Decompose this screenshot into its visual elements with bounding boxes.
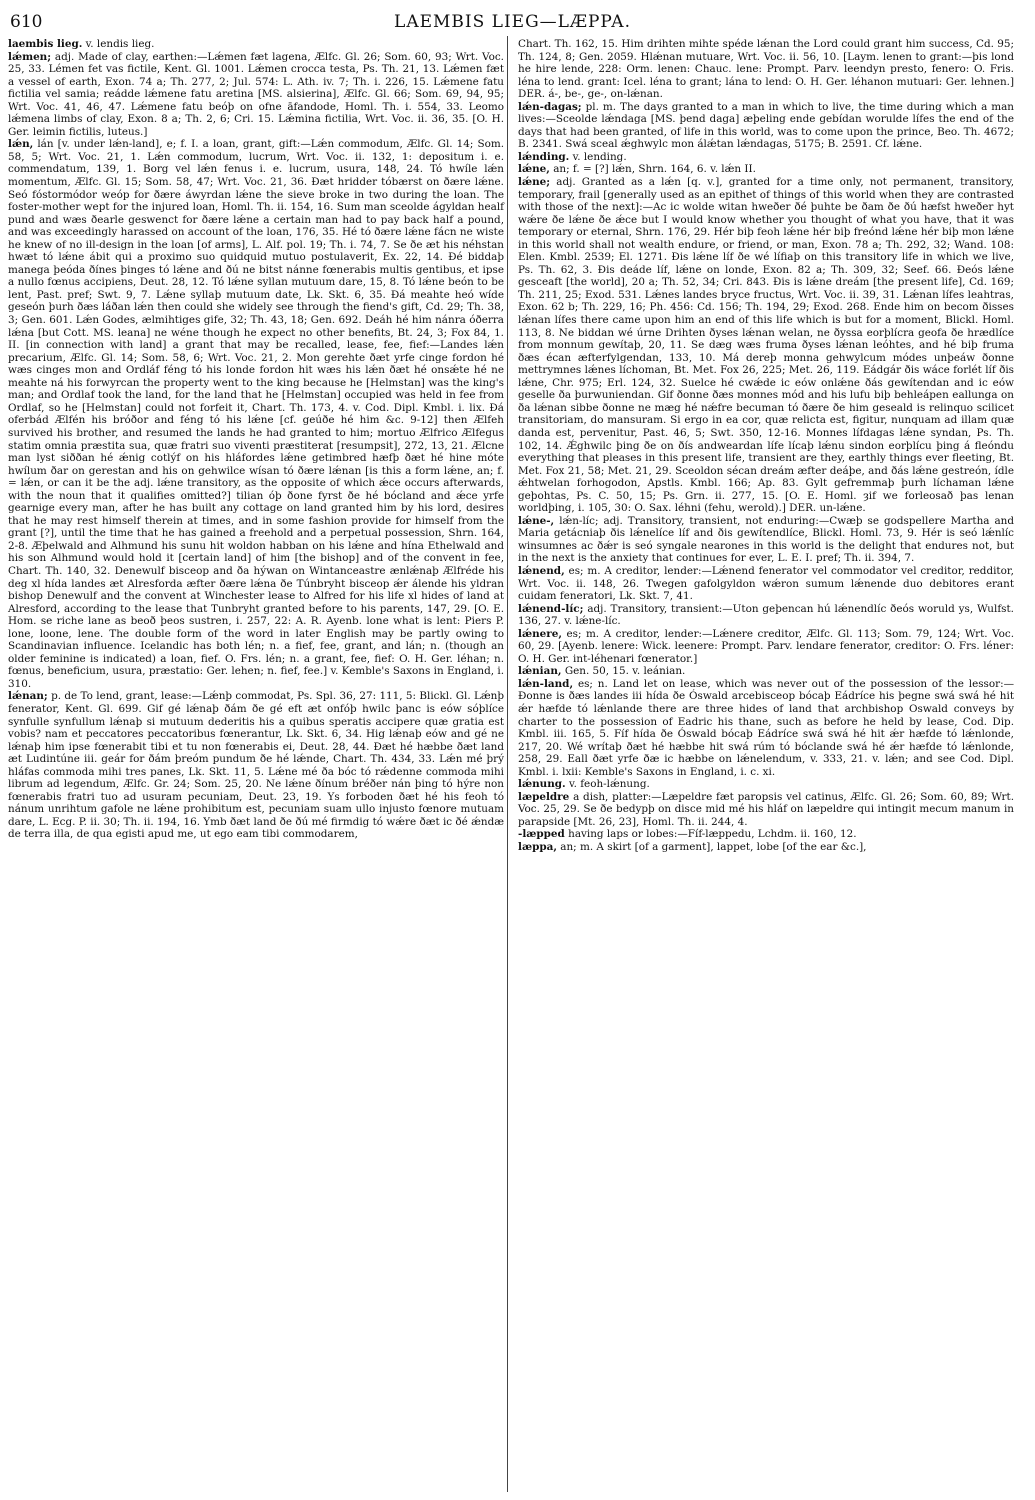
dictionary-entry [518,176,1014,515]
headword: laembis lieg. [8,38,83,50]
entry-body: v. lendis lieg. [85,38,155,50]
right-column [518,38,1014,854]
dictionary-entry [518,841,1014,854]
entry-body: adj. Granted as a lǽn [q. v.], granted for a time only, not permanent, transitory, temporary, frail [generally used as an epithet of things of this world when they are contrasted with those of the next]:—Ac ic wolde witan hweðer ðé þuhte be ðam ðe ðú hæfst hweðer hyt wǽre ðe lǽne ðe ǽce but I would know whether you thought of what you have, that it was temporary or eternal, Shrn. 176, 29. Hér biþ feoh lǽne hér biþ freónd lǽne hér biþ mon lǽne in this world shall not wealth endure, or friend, or man, Exon. 78 a; Th. 292, 32; Wand. 108: Elen. Kmbl. 2539; El. 1271. Ðis lǽne líf ðe wé lífiaþ on this transitory life in which we live, Ps. Th. 62, 3. Ðis deáde líf, lǽne on londe, Exon. 82 a; Th. 309, 32; Seef. 66. Ðeós lǽne gesceaft [the world], 20 a; Th. 52, 34; Cri. 843. Ðis is lǽne dreám [the present life], Cd. 169; Th. 211, 25; Exod. 531. Lǽnes landes bryce fructus, Wrt. Voc. ii. 39, 31. Lǽnan lífes leahtras, Exon. 62 b; Th. 229, 16; Ph. 456: Cd. 156; Th. 194, 29; Exod. 268. Ende him on becom ðisses lǽnan lífes there came upon him an end of this life which is but for a moment, Blickl. Homl. 113, 8. Ne biddan wé úrne Drihten ðyses lǽnan welan, ne ðyssa eorþlícra geofa ðe hrædlíce from monnum gewítaþ, 20, 11. Se dæg wæs fruma ðyses lǽnan leóhtes, and hé biþ fruma ðæs écan æfterfylgendan, 133, 10. Má dereþ monna gehwylcum módes unþeáw ðonne mettrymnes lǽnes líchoman, Bt. Met. Fox 26, 225; Met. 26, 119. Eádgár ðis wáce forlét líf ðis lǽne, Chr. 975; Erl. 124, 32. Suelce hé cwǽde ic eów onlǽne ðás gewítendan and ic eów geselle ða þurwuniendan. Gif ðonne ðæs monnes mód and his lufu biþ behleápen eallunga on ða lǽnan sibbe ðonne ne mæg hé nǽfre becuman tó ðære ðe him geseald is relinquo scilicet transitoriam, do mansuram. Si ergo in ea cor, quæ relicta est, figitur, nunquam ad illam quæ danda est, pervenitur, Past. 46, 5; Swt. 350, 12-16. Monnes lífdagas lǽne syndan, Ps. Th. 102, 14. Ǽghwilc þing ðe on ðís andweardan lífe lícaþ lǽnu sindon eorþlícu þing á fleóndu everything that pleases in this present life, transient are they, earthly things ever fleeting, Bt. Met. Fox 21, 58; Met. 21, 29. Sceoldon sécan dreám æfter deáþe, and ðás lǽne gestreón, ídle ǽhtwelan forhogodon, Apstls. Kmbl. 166; Ap. 83. Gylt gefremmaþ þurh líchaman lǽne geþohtas, Ps. C. 50, 15; Ps. Grn. ii. 277, 15. [O. E. Homl. ȝif we forleosað þas lenan worldþing, i. 105, 30: O. Sax. léhni (fehu, werold).] DER. un-lǽne. [518,176,1014,515]
entry-body: pl. m. The days granted to a man in which to live, the time during which a man lives:—Sceolde lǽndaga [MS. þend daga] æþeling ende gebídan worulde lífes the end of the days that had been granted, of life in this world, was to come upon the prince, Beo. Th. 4672; B. 2341. Swá sceal ǽghwylc mon álǽtan lǽndagas, 5175; B. 2591. Cf. lǽne. [518,100,1014,151]
headword: lǽnan; [8,690,48,703]
headword: lǽnding. [518,150,570,163]
dictionary-entry [518,665,1014,678]
entry-body: Chart. Th. 162, 15. Him drihten mihte spéde lǽnan the Lord could grant him success, Cd. 95; Th. 124, 8; Gen. 2059. Hlǽnan mutuare, Wrt. Voc. ii. 56, 10. [Laym. lenen to grant:—þis lond he hire lende, 228: Orm. lenen: Chauc. lene: Prompt. Parv. leendyn presto, fenero: O. Fris. léna to lend. grant: Icel. léna to grant; lána to lend: O. H. Ger. léhanon mutuari: Ger. lehnen.] DER. á-, be-, ge-, on-lǽnan. [518,38,1014,101]
headword: lǽnung. [518,778,566,791]
dictionary-entry [518,565,1014,603]
headword: lǽn-dagas; [518,100,582,113]
left-column [8,38,504,854]
entry-body: lán [v. under lǽn-land], e; f. I. a loan, grant, gift:—Lǽn commodum, Ælfc. Gl. 14; Som. 58, 5; Wrt. Voc. 21, 1. Lǽn commodum, lucrum, Wrt. Voc. ii. 132, 1: depositum i. e. commendatum, 139, 1. Borg vel lǽn fenus i. e. lucrum, usura, 148, 24. Tó hwíle lǽn momentum, Ælfc. Gl. 15; Som. 58, 47; Wrt. Voc. 21, 36. Ðæt hridder tóbærst on ðære lǽne. Seó fóstormódor weóp for ðære áwyrdan lǽne the sieve broke in two during the loan. The foster-mother wept for the injured loan, Homl. Th. ii. 154, 16. Sum man sceolde ágyldan healf pund and wæs ðearle geswenct for ðære lǽne a certain man had to pay back half a pound, and was exceedingly harassed on account of the loan, 176, 35. Hé tó ðære lǽne fácn ne wiste he knew of no ill-design in the loan [of arms], L. Alf. pol. 19; Th. i. 74, 7. Se ðe æt his néhstan hwæt tó lǽne ábit qui a proximo suo quidquid mutuo postulaverit, Ex. 22, 14. Ðé biddaþ manega þeóda ðínes þinges tó lǽne and ðú ne bitst nánne fœnerabis multis gentibus, et ipse a nullo fœnus accipiens, Deut. 28, 12. Tó lǽne syllan mutuum dare, 15, 8. Tó lǽne beón to be lent, Past. pref; Swt. 9, 7. Lǽne syllaþ mutuum date, Lk. Skt. 6, 35. Ðá meahte heó wíde geseón þurh ðæs láðan lǽn then could she widely see through the fiend's gift, Cd. 29; Th. 38, 3; Gen. 601. Lǽn Godes, ælmihtiges gife, 32; Th. 43, 18; Gen. 692. Deáh hé him nánra óðerra lǽna [but Cott. MS. leana] ne wéne though he expect no other benefits, Bt. 24, 3; Fox 84, 1. II. [in connection with land] a grant that may be recalled, lease, fee, fief:—Landes lǽn precarium, Ælfc. Gl. 14; Som. 58, 6; Wrt. Voc. 21, 2. Mon gerehte ðæt yrfe cinge fordon hé wæs cinges mon and Ordláf féng tó his londe fordon hit wæs his lǽn ðæt hé onsǽte hé ne meahte ná his forwyrcan the property went to the king because he [Helmstan] was the king's man; and Ordlaf took the land, for the land that he [Helmstan] occupied was held in fee from Ordlaf, so he [Helmstan] could not forfeit it, Chart. Th. 173, 4. v. Cod. Dipl. Kmbl. i. lix. Ðá oferbád Ælfén his bróðor and féng tó his lǽne [cf. geúðe hé him &c. 9-12] then Ælfeh survived his brother, and resumed the lands he had granted to him; mortuo Ælfrico Ælfegus statim omnia præstita sua, quæ fratri suo viventi præstiterat [resumpsit], 272, 13, 21. Ælcne man lyst siððan hé ǽnig cotlýf on his hláfordes lǽne getimbred hæfþ ðæt hé hine móte hwílum ðar on gerestan and his on gehwilce wísan tó ðære lǽnan [is this a form lǽne, an; f. = lǽn, or can it be the adj. lǽne transitory, as the opposite of which ǽce occurs afterwards, with the noun that it qualifies omitted?] tilian óþ ðone fyrst ðe hé bócland and ǽce yrfe gearnige every man, after he has built any cottage on land granted him by his lord, desires that he may rest himself therein at times, and in some fashion provide for himself from the grant [?], until the time that he has gained a freehold and a perpetual possession, Shrn. 164, 2-8. Æþelwald and Alhmund his sunu hit woldon habban on his lǽne and hína Ethelwald and his son Alhmund would hold it [certain land] of him [the bishop] and of the convent in fee, Chart. Th. 140, 32. Denewulf bisceop and ða hýwan on Wintanceastre ænlǽnaþ Ælfréde his deg xl hída landes æt Alresforda æfter ðære lǽna ðe Túnbryht bisceop ǽr álende his yldran bishop Denewulf and the convent at Winchester lease to Alfred for his life xl hides of land at Alresford, according to the lease that Tunbryht granted before to his parents, 147, 29. [O. E. Hom. se riche lane as beoð þeos sustren, i. 257, 22: A. R. Ayenb. lone what is lent: Piers P. lone, loone, lene. The double form of the word in later English may be partly owing to Scandinavian influence. Icelandic has both lén; n. a fief, fee, grant, and lán; n. (though an older feminine is indicated) a loan, fief. O. Frs. lén; n. a grant, fee, fief: O. H. Ger. léhan; n. fœnus, beneficium, usura, præstatio: Ger. lehen; n. fief, fee.] v. Kemble's Saxons in England, i. 310. [8,138,504,690]
dictionary-entry [8,51,504,139]
dictionary-entry [518,515,1014,565]
entry-body: a dish, platter:—Læpeldre fæt paropsis vel catinus, Ælfc. Gl. 26; Som. 60, 89; Wrt. Voc. 25, 29. Se ðe bedypþ on disce mid mé his hláf on læpeldre qui intingit mecum manum in parapside [Mt. 26, 23], Homl. Th. ii. 244, 4. [518,790,1014,828]
entry-body: es; m. A creditor, lender:—Lǽnend fenerator vel commodator vel creditor, redditor, Wrt. Voc. ii. 148, 26. Twegen gafolgyldon wǽron sumum lǽnende duo debitores erant cuidam feneratori, Lk. Skt. 7, 41. [518,564,1014,603]
headword: lǽnend-líc; [518,602,584,615]
dictionary-entry [518,38,1014,101]
dictionary-entry [518,163,1014,176]
headword: lǽmen; [8,50,52,63]
entry-body: an; f. = [?] lǽn, Shrn. 164, 6. v. lǽn II. [553,163,756,176]
dictionary-entry [8,138,504,690]
running-title: LAEMBIS LIEG—LÆPPA. [394,12,631,32]
dictionary-entry [518,791,1014,829]
page-number: 610 [10,12,43,32]
headword: lǽne, [518,163,550,176]
headword: lǽn, [8,138,34,151]
entry-body: having laps or lobes:—Fíf-læppedu, Lchdm. ii. 160, 12. [568,828,857,841]
entry-body: adj. Made of clay, earthen:—Lǽmen fæt lagena, Ælfc. Gl. 26; Som. 60, 93; Wrt. Voc. 25, 33. Lémen fet vas fictile, Kent. Gl. 1001. Lǽmen crocca testa, Ps. Th. 21, 13. Lǽmen fæt a vessel of earth, Exon. 74 a; Th. 277, 2; Jul. 574: L. Ath. iv. 7; Th. i. 226, 15. Lǽmene fatu fictilia vel samia; reádde lǽmene fatu aretina [MS. alsierina], Ælfc. Gl. 66; Som. 69, 94, 95; Wrt. Voc. 41, 46, 47. Lǽmene fatu beóþ on ofne āfandode, Homl. Th. i. 554, 33. Leomo lǽmena limbs of clay, Exon. 8 a; Th. 2, 6; Cri. 15. Lǽmina fictilia, Wrt. Voc. ii. 36, 35. [O. H. Ger. leimin fictilis, luteus.] [8,50,504,138]
headword: lǽnian, [518,665,562,678]
headword: lǽnere, [518,627,562,640]
dictionary-entry [8,690,504,841]
dictionary-entry [518,778,1014,791]
dictionary-entry [518,151,1014,164]
columns [8,38,1017,854]
headword: læpeldre [518,790,570,803]
headword: lǽn-land, [518,677,574,690]
entry-body: Gen. 50, 15. v. leánian. [564,665,686,678]
entry-body: v. lending. [572,150,627,163]
headword: læppa, [518,841,557,853]
headword: -læpped [518,828,565,841]
dictionary-entry [518,678,1014,778]
headword: lǽne-, [518,514,555,527]
page-header [8,8,1017,38]
entry-body: an; m. A skirt [of a garment], lappet, lobe [of the ear &c.], [560,841,867,853]
entry-body: p. de To lend, grant, lease:—Lǽnþ commodat, Ps. Spl. 36, 27: 111, 5: Blickl. Gl. Lǽnþ fenerator, Kent. Gl. 699. Gif gé lǽnaþ ðám ðe gé eft æt onfóþ hwilc þanc is eów sóþlíce synfulle synfullum lǽnaþ si mutuum dederitis his a quibus speratis accipere quæ gratia est vobis? nam et peccatores peccatoribus fœnerantur, Lk. Skt. 6, 34. Hig lǽnaþ eów and gé ne lǽnaþ him ipse fœnerabit tibi et tu non fœnerabis ei, Deut. 28, 44. Ðæt hé hæbbe ðæt land æt Ludintúne iii. geár for ðám þreóm pundum ðe hé lǽnde, Chart. Th. 434, 33. Lǽn mé þrý hláfas commoda mihi tres panes, Lk. Skt. 11, 5. Lǽne mé ða bóc tó rǽdenne commoda mihi librum ad legendum, Ælfc. Gr. 24; Som. 25, 20. Ne lǽne ðínum bréðer nán þing tó hýre non fœnerabis fratri tuo ad usuram pecuniam, Deut. 23, 19. Ys forboden ðæt hé his feoh tó nánum unrihtum gafole ne lǽne prohibitum est, pecuniam suam ullo injusto fœnore mutuam dare, L. Ecg. P. ii. 30; Th. ii. 194, 16. Ymb ðæt land ðe ðú mé firmdig tó wǽre ðæt ic ðé ǽndæ de terra illa, de qua egisti apud me, ut ego eam tibi commodarem, [8,690,504,841]
entry-body: es; n. Land let on lease, which was never out of the possession of the lessor:—Ðonne is ðæs landes iii hída ðe Óswald arcebisceop bócaþ Eádríce his þegne swá swá hé hit ǽr hæfde tó lǽnlande there are three hides of land that archbishop Oswald conveys by charter to the possession of Eadric his thane, such as before he held by lease, Cod. Dip. Kmbl. iii. 165, 5. Fíf hída ðe Óswald bócaþ Eádríce swá swá hé hit ǽr hæfde tó lǽnlonde, 217, 20. Wé wrítaþ ðæt hé hæbbe hit swá rúm tó bóclande swá hé ǽr hæfde tó lǽnlonde, 258, 29. Eall ðæt yrfe ðæ ic hæbbe on lǽnelendum, v. 333, 21. v. lǽn; and see Cod. Dipl. Kmbl. i. lxii: Kemble's Saxons in England, i. c. xi. [518,677,1014,778]
entry-body: adj. Transitory, transient:—Uton geþencan hú lǽnendlíc ðeós woruld ys, Wulfst. 136, 27. v. lǽne-líc. [518,602,1014,628]
entry-body: lǽn-líc; adj. Transitory, transient, not enduring:—Cwæþ se godspellere Martha and Maria getácniaþ ðis lǽnelíce líf and ðis gewítendlíce, Blickl. Homl. 73, 9. Hér is seó lǽnlíc winsumnes ac ðǽr is seó syngale nearones in this world is the delight that endures not, but in the next is the anxiety that continues for ever, L. E. I. pref; Th. ii. 394, 7. [518,514,1014,565]
dictionary-entry [518,101,1014,151]
dictionary-entry [518,603,1014,628]
dictionary-entry [8,38,504,51]
headword: lǽne; [518,176,551,189]
headword: lǽnend, [518,564,565,577]
entry-body: es; m. A creditor, lender:—Lǽnere creditor, Ælfc. Gl. 113; Som. 79, 124; Wrt. Voc. 60, 29. [Ayenb. lenere: Wick. leenere: Prompt. Parv. lendare fenerator, creditor: O. Frs. léner: O. H. Ger. int-léhenari fœnerator.] [518,627,1014,665]
dictionary-entry [518,828,1014,841]
dictionary-entry [518,628,1014,666]
entry-body: v. feoh-lǽnung. [568,778,650,791]
